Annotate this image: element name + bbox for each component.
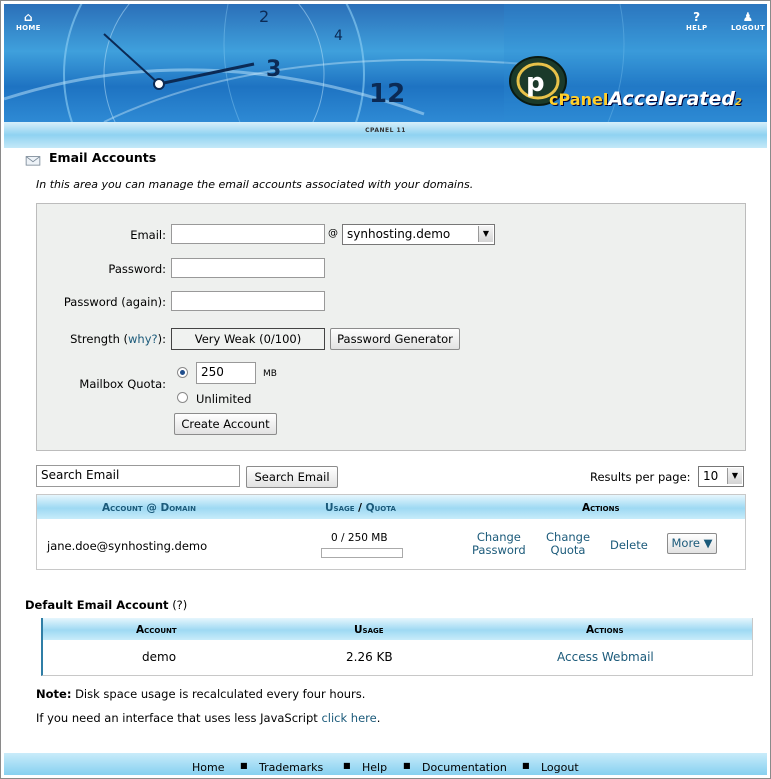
quota-input[interactable]: 250	[196, 362, 256, 384]
col-usage: Usage	[354, 624, 384, 636]
home-icon: ⌂	[23, 10, 33, 24]
search-email-button[interactable]: Search Email	[246, 466, 338, 488]
password-strength-meter: Very Weak (0/100)	[171, 328, 325, 350]
home-nav-button[interactable]	[16, 10, 41, 32]
col-slash: /	[358, 502, 363, 514]
help-nav-button[interactable]	[686, 10, 707, 32]
col-actions: Actions	[586, 624, 624, 636]
svg-text:2: 2	[259, 7, 270, 26]
account-address: jane.doe@synhosting.demo	[47, 539, 208, 553]
help-icon: ?	[693, 10, 701, 24]
less-js-period: .	[376, 711, 381, 725]
less-js-note	[36, 711, 380, 725]
quota-unit: MB	[263, 369, 277, 379]
accounts-table	[36, 494, 746, 570]
more-actions-button[interactable]: More ▼	[667, 533, 717, 554]
default-account-heading	[25, 598, 187, 612]
footer-documentation-link[interactable]: Documentation	[422, 761, 507, 774]
note-text: Disk space usage is recalculated every four hours.	[71, 687, 366, 701]
cpanel-header	[4, 4, 767, 122]
cpanel-brand	[549, 88, 742, 110]
footer-home-link[interactable]: Home	[192, 761, 225, 774]
footer-separator: ■	[403, 761, 411, 770]
why-link[interactable]: why?	[128, 332, 158, 346]
footer-nav	[4, 753, 767, 775]
envelope-icon	[24, 154, 42, 166]
at-sign: @	[328, 228, 338, 239]
change-password-link[interactable]	[472, 531, 526, 557]
account-usage: 0 / 250 MB	[331, 532, 388, 544]
delete-account-link[interactable]: Delete	[610, 538, 648, 552]
change-password-line2: Password	[472, 543, 526, 557]
password-field[interactable]	[171, 258, 325, 278]
svg-text:p: p	[526, 68, 545, 98]
create-account-button[interactable]: Create Account	[174, 413, 277, 435]
disk-usage-note	[36, 687, 365, 701]
version-label: CPANEL 11	[365, 127, 406, 134]
domain-select[interactable]	[342, 224, 495, 245]
strength-label-text: Strength (	[70, 332, 129, 346]
col-account-domain[interactable]: Account @ Domain	[102, 502, 196, 514]
footer-logout-link[interactable]: Logout	[541, 761, 579, 774]
strength-label	[70, 332, 166, 346]
note-label: Note:	[36, 687, 72, 701]
access-webmail-link[interactable]: Access Webmail	[557, 650, 654, 664]
quota-unlimited-radio[interactable]	[177, 392, 188, 403]
default-account-table-header	[43, 618, 752, 640]
page-title-text: Email Accounts	[49, 150, 157, 165]
svg-text:3: 3	[266, 57, 282, 82]
change-quota-link[interactable]	[546, 531, 590, 557]
logout-nav-label: LOGOUT	[731, 24, 766, 32]
results-per-page-value: 10	[703, 469, 719, 483]
footer-separator: ■	[240, 761, 248, 770]
main-content	[4, 148, 767, 753]
change-quota-line2: Quota	[550, 543, 586, 557]
email-label: Email:	[130, 228, 166, 242]
email-field[interactable]	[171, 224, 325, 244]
brand-accelerated: Accelerated	[608, 88, 736, 110]
results-per-page-select[interactable]	[698, 466, 744, 487]
password-again-field[interactable]	[171, 291, 325, 311]
less-js-text: If you need an interface that uses less JavaScript	[36, 711, 322, 725]
create-account-form	[36, 203, 746, 451]
domain-value: synhosting.demo	[347, 227, 451, 241]
password-label: Password:	[108, 262, 166, 276]
default-account-usage: 2.26 KB	[346, 650, 393, 664]
usage-bar	[321, 548, 403, 558]
col-usage-quota	[325, 502, 396, 514]
chevron-down-icon: ▼	[727, 468, 742, 484]
footer-help-link[interactable]: Help	[362, 761, 388, 774]
footer-separator: ■	[522, 761, 530, 770]
change-quota-line1: Change	[546, 530, 591, 544]
quota-limited-radio[interactable]	[177, 367, 188, 378]
version-bar	[4, 122, 767, 148]
logout-nav-button[interactable]	[731, 10, 765, 32]
col-actions: Actions	[582, 502, 620, 514]
page-intro: In this area you can manage the email accounts associated with your domains.	[36, 178, 474, 191]
default-account-name: demo	[142, 650, 177, 664]
home-nav-label: HOME	[16, 24, 41, 32]
default-account-table	[41, 618, 753, 676]
brand-version: 2	[735, 97, 742, 108]
strength-label-close: ):	[157, 332, 166, 346]
col-account: Account	[136, 624, 177, 636]
unlimited-label: Unlimited	[196, 392, 252, 406]
results-per-page-label: Results per page:	[590, 470, 691, 484]
chevron-down-icon: ▼	[478, 226, 493, 242]
click-here-link[interactable]: click here	[321, 711, 377, 725]
password-again-label: Password (again):	[63, 295, 166, 309]
mailbox-quota-label: Mailbox Quota:	[79, 377, 166, 391]
col-quota[interactable]: Quota	[365, 502, 396, 514]
brand-cpanel: cPanel	[549, 90, 609, 109]
footer-separator: ■	[343, 761, 351, 770]
search-email-input[interactable]: Search Email	[36, 465, 240, 487]
password-generator-button[interactable]: Password Generator	[330, 328, 460, 350]
change-password-line1: Change	[476, 530, 521, 544]
col-usage[interactable]: Usage	[325, 502, 355, 514]
help-nav-label: HELP	[686, 24, 708, 32]
default-account-help-link[interactable]: (?)	[172, 598, 188, 612]
accounts-table-header	[37, 495, 745, 519]
footer-trademarks-link[interactable]: Trademarks	[259, 761, 324, 774]
default-account-title: Default Email Account	[25, 598, 169, 612]
svg-text:4: 4	[334, 28, 343, 44]
svg-text:12: 12	[369, 79, 406, 109]
user-icon: ♟	[742, 10, 754, 24]
